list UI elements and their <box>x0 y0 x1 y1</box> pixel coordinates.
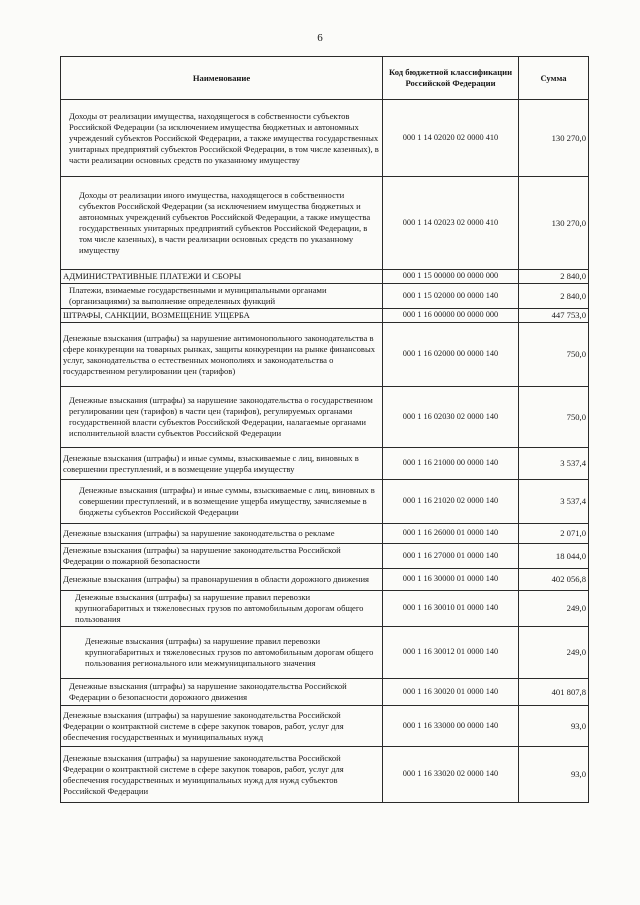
table-row <box>61 387 589 448</box>
row-code: 000 1 16 21020 02 0000 140 <box>383 480 519 524</box>
row-name: Платежи, взимаемые государственными и муниципальными органами (организациями) за выполнение определенных функций <box>61 284 383 309</box>
row-sum: 18 044,0 <box>519 544 589 569</box>
table-row <box>61 480 589 524</box>
row-name: Денежные взыскания (штрафы) за нарушение законодательства Российской Федерации о контрактной системе в сфере закупок товаров, работ, услуг для обеспечения государственных и муниципальных нужд <box>61 706 383 747</box>
header-code: Код бюджетной классификации Российской Федерации <box>383 57 519 100</box>
row-sum: 3 537,4 <box>519 448 589 480</box>
row-name: Доходы от реализации имущества, находящегося в собственности субъектов Российской Федерации (за исключением имущества бюджетных и автономных учреждений субъектов Российской Федерации, а также имущества государственных унитарных предприятий субъектов Российской Федерации, в том числе казенных), в части реализации основных средств по указанному имуществу <box>61 100 383 177</box>
page-number: 6 <box>317 32 323 44</box>
row-sum: 750,0 <box>519 387 589 448</box>
header-sum: Сумма <box>519 57 589 100</box>
table-row <box>61 270 589 284</box>
table-row <box>61 627 589 679</box>
row-name: Денежные взыскания (штрафы) за нарушение законодательства о рекламе <box>61 524 383 544</box>
row-code: 000 1 16 30010 01 0000 140 <box>383 591 519 627</box>
row-code: 000 1 16 30012 01 0000 140 <box>383 627 519 679</box>
header-name: Наименование <box>61 57 383 100</box>
table-row <box>61 591 589 627</box>
row-name: Денежные взыскания (штрафы) и иные суммы, взыскиваемые с лиц, виновных в совершении преступлений, и в возмещение ущерба имуществу <box>61 448 383 480</box>
row-sum: 402 056,8 <box>519 569 589 591</box>
row-sum: 2 071,0 <box>519 524 589 544</box>
row-code: 000 1 15 02000 00 0000 140 <box>383 284 519 309</box>
row-name: Денежные взыскания (штрафы) за нарушение антимонопольного законодательства в сфере конкуренции на товарных рынках, защиты конкуренции на рынке финансовых услуг, законодательства о естественных монополиях и законодательства о государственном регулировании цен (тарифов) <box>61 323 383 387</box>
row-sum: 249,0 <box>519 591 589 627</box>
row-sum: 3 537,4 <box>519 480 589 524</box>
table-row <box>61 747 589 803</box>
table-row <box>61 569 589 591</box>
row-code: 000 1 16 00000 00 0000 000 <box>383 309 519 323</box>
table-row <box>61 100 589 177</box>
row-sum: 93,0 <box>519 747 589 803</box>
row-code: 000 1 16 33020 02 0000 140 <box>383 747 519 803</box>
row-name: Доходы от реализации иного имущества, находящегося в собственности субъектов Российской Федерации (за исключением имущества бюджетных и автономных учреждений субъектов Российской Федерации, а также имущества государственных унитарных предприятий субъектов Российской Федерации, в том числе казенных), в части реализации основных средств по указанному имуществу <box>61 177 383 270</box>
table-row <box>61 309 589 323</box>
row-name: Денежные взыскания (штрафы) за нарушение правил перевозки крупногабаритных и тяжеловесных грузов по автомобильным дорогам общего пользования регионального или межмуниципального значения <box>61 627 383 679</box>
table-row <box>61 544 589 569</box>
table-row <box>61 448 589 480</box>
row-code: 000 1 16 30020 01 0000 140 <box>383 679 519 706</box>
row-code: 000 1 16 26000 01 0000 140 <box>383 524 519 544</box>
row-sum: 93,0 <box>519 706 589 747</box>
table-header-row <box>61 57 589 100</box>
row-code: 000 1 14 02023 02 0000 410 <box>383 177 519 270</box>
table-row <box>61 679 589 706</box>
row-name: Денежные взыскания (штрафы) и иные суммы, взыскиваемые с лиц, виновных в совершении преступлений, и в возмещение ущерба имуществу, зачисляемые в бюджеты субъектов Российской Федерации <box>61 480 383 524</box>
row-code: 000 1 16 27000 01 0000 140 <box>383 544 519 569</box>
row-name: Денежные взыскания (штрафы) за нарушение законодательства Российской Федерации о контрактной системе в сфере закупок товаров, работ, услуг для обеспечения государственных и муниципальных нужд для нужд субъектов Российской Федерации <box>61 747 383 803</box>
table-row <box>61 177 589 270</box>
row-code: 000 1 16 33000 00 0000 140 <box>383 706 519 747</box>
table-row <box>61 284 589 309</box>
row-name: Денежные взыскания (штрафы) за правонарушения в области дорожного движения <box>61 569 383 591</box>
table-row <box>61 323 589 387</box>
row-name: Денежные взыскания (штрафы) за нарушение законодательства Российской Федерации о пожарной безопасности <box>61 544 383 569</box>
row-sum: 447 753,0 <box>519 309 589 323</box>
row-sum: 130 270,0 <box>519 100 589 177</box>
row-sum: 750,0 <box>519 323 589 387</box>
row-name: АДМИНИСТРАТИВНЫЕ ПЛАТЕЖИ И СБОРЫ <box>61 270 383 284</box>
row-sum: 401 807,8 <box>519 679 589 706</box>
row-name: Денежные взыскания (штрафы) за нарушение законодательства о государственном регулировании цен (тарифов) в части цен (тарифов), регулируемых органами государственной власти субъектов Российской Федерации, налагаемые органами исполнительной власти субъектов Российской Федерации <box>61 387 383 448</box>
table-row <box>61 706 589 747</box>
row-name: Денежные взыскания (штрафы) за нарушение законодательства Российской Федерации о безопасности дорожного движения <box>61 679 383 706</box>
row-sum: 249,0 <box>519 627 589 679</box>
row-code: 000 1 16 21000 00 0000 140 <box>383 448 519 480</box>
row-name: Денежные взыскания (штрафы) за нарушение правил перевозки крупногабаритных и тяжеловесных грузов по автомобильным дорогам общего пользования <box>61 591 383 627</box>
row-code: 000 1 15 00000 00 0000 000 <box>383 270 519 284</box>
row-code: 000 1 16 02030 02 0000 140 <box>383 387 519 448</box>
row-code: 000 1 16 02000 00 0000 140 <box>383 323 519 387</box>
row-code: 000 1 16 30000 01 0000 140 <box>383 569 519 591</box>
revenue-table <box>60 56 589 803</box>
table-row <box>61 524 589 544</box>
row-sum: 2 840,0 <box>519 284 589 309</box>
row-sum: 2 840,0 <box>519 270 589 284</box>
row-code: 000 1 14 02020 02 0000 410 <box>383 100 519 177</box>
row-name: ШТРАФЫ, САНКЦИИ, ВОЗМЕЩЕНИЕ УЩЕРБА <box>61 309 383 323</box>
row-sum: 130 270,0 <box>519 177 589 270</box>
